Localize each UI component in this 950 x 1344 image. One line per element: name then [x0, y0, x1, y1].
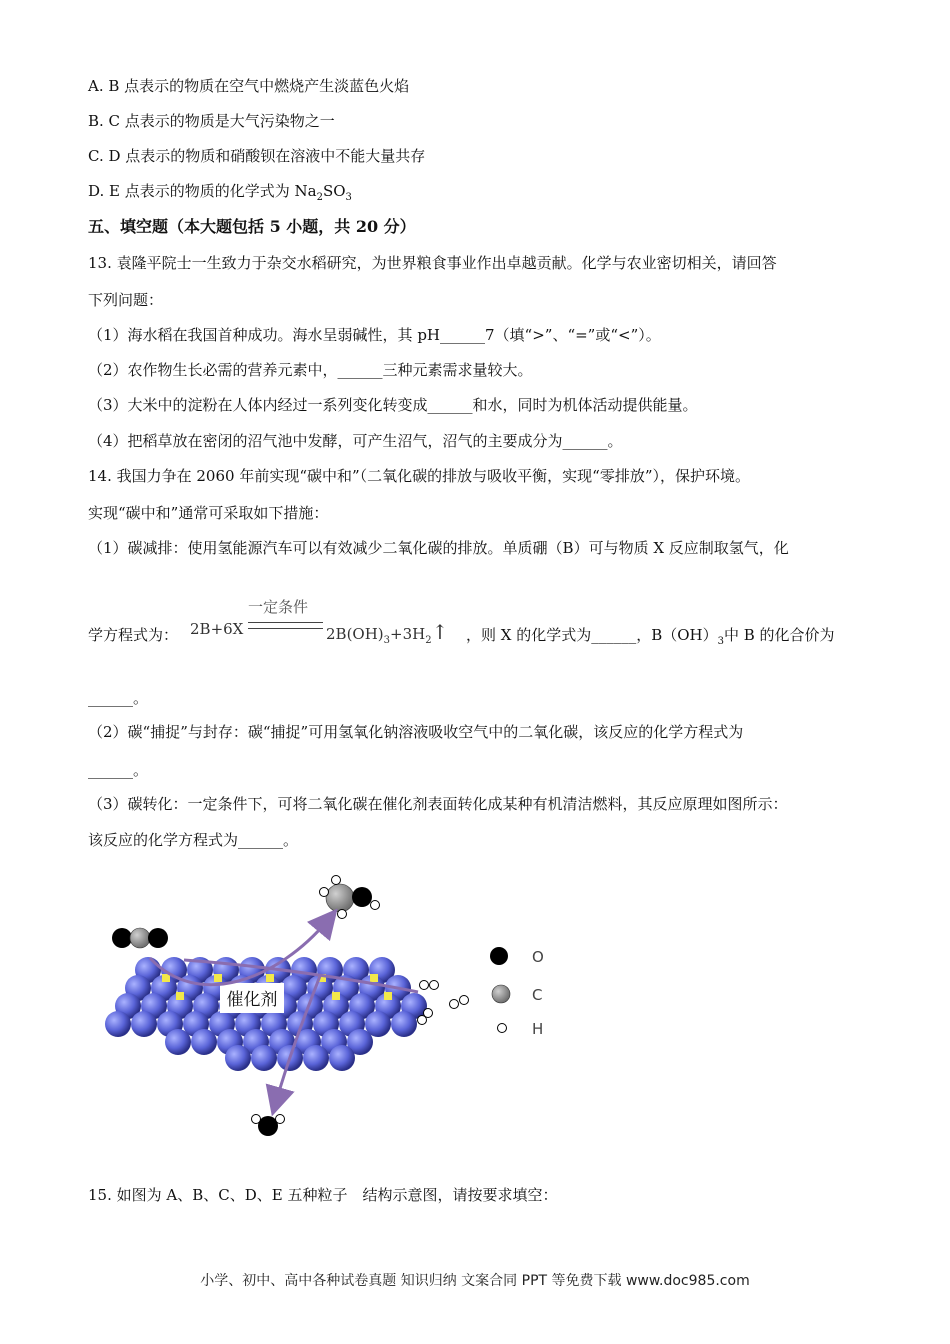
q13-part2: （2）农作物生长必需的营养元素中，______三种元素需求量较大。: [88, 361, 533, 379]
eq-right: $2B(OH)_3+3H_2↑$: [326, 620, 449, 646]
water-molecule: [252, 1115, 285, 1137]
q13-part3: （3）大米中的淀粉在人体内经过一系列变化转变成______和水，同时为机体活动提供能量。: [88, 396, 698, 414]
option-a: A. B 点表示的物质在空气中燃烧产生淡蓝色火焰: [88, 77, 410, 95]
legend-o-label: O: [532, 948, 544, 966]
q13-stem-line1: 13. 袁隆平院士一生致力于杂交水稻研究，为世界粮食事业作出卓越贡献。化学与农业密切相关，请回答: [88, 254, 777, 272]
eq-suffix: ，则 X 的化学式为______，$B(OH)_3$中 B 的化合价为: [466, 626, 835, 647]
option-b: B. C 点表示的物质是大气污染物之一: [88, 112, 335, 130]
q14-part1-line3: ______。: [88, 689, 149, 707]
q13-part4: （4）把稻草放在密闭的沼气池中发酵，可产生沼气，沼气的主要成分为______。: [88, 432, 623, 450]
legend-o-swatch: [490, 947, 508, 965]
q14-stem-line1: 14. 我国力争在 2060 年前实现“碳中和”（二氧化碳的排放与吸收平衡，实现“零排放”），保护环境。: [88, 467, 751, 485]
option-c: C. D 点表示的物质和硝酸钡在溶液中不能大量共存: [88, 147, 426, 165]
q14-part1-line1: （1）碳减排：使用氢能源汽车可以有效减少二氧化碳的排放。单质硼（B）可与物质 X 反应制取氢气，化: [88, 539, 789, 557]
q14-part3-line1: （3）碳转化：一定条件下，可将二氧化碳在催化剂表面转化成某种有机清洁燃料，其反应原理如图所示：: [88, 795, 788, 813]
q14-part2-line2: ______。: [88, 761, 149, 779]
legend-c-label: C: [532, 986, 543, 1004]
catalyst-label: 催化剂: [226, 990, 278, 1010]
legend-c-swatch: [492, 985, 510, 1003]
catalyst-reaction-diagram: [88, 870, 588, 1150]
section-title: 五、填空题（本大题包括 5 小题，共 20 分）: [88, 217, 416, 236]
option-d: D. E 点表示的物质的化学式为 $Na_2SO_3$: [88, 182, 352, 203]
eq-prefix: 学方程式为：: [88, 626, 179, 644]
catalyst-surface: [105, 957, 427, 1071]
q13-part1: （1）海水稻在我国首种成功。海水呈弱碱性，其 pH______7（填“>”、“=”或“<”）。: [88, 326, 661, 344]
legend-h-swatch: [498, 1024, 507, 1033]
q14-equation-line: [88, 600, 878, 660]
legend-h-label: H: [532, 1020, 544, 1038]
methanol-molecule: [320, 876, 380, 919]
eq-condition: 一定条件: [248, 598, 309, 616]
page-footer: 小学、初中、高中各种试卷真题 知识归纳 文案合同 PPT 等免费下载 www.doc985.com: [200, 1273, 750, 1289]
co2-molecule: [112, 928, 168, 948]
q14-stem-line2: 实现“碳中和”通常可采取如下措施：: [88, 504, 329, 522]
q13-stem-line2: 下列问题：: [88, 291, 164, 309]
q14-part2-line1: （2）碳“捕捉”与封存：碳“捕捉”可用氢氧化钠溶液吸收空气中的二氧化碳，该反应的化学方程式为: [88, 723, 744, 741]
eq-double-line: [248, 622, 323, 629]
legend: [490, 947, 544, 1038]
q15-stem: 15. 如图为 A、B、C、D、E 五种粒子 结构示意图，请按要求填空：: [88, 1186, 558, 1204]
q14-part3-line2: 该反应的化学方程式为______。: [88, 831, 299, 849]
eq-left: 2B+6X: [190, 620, 244, 638]
